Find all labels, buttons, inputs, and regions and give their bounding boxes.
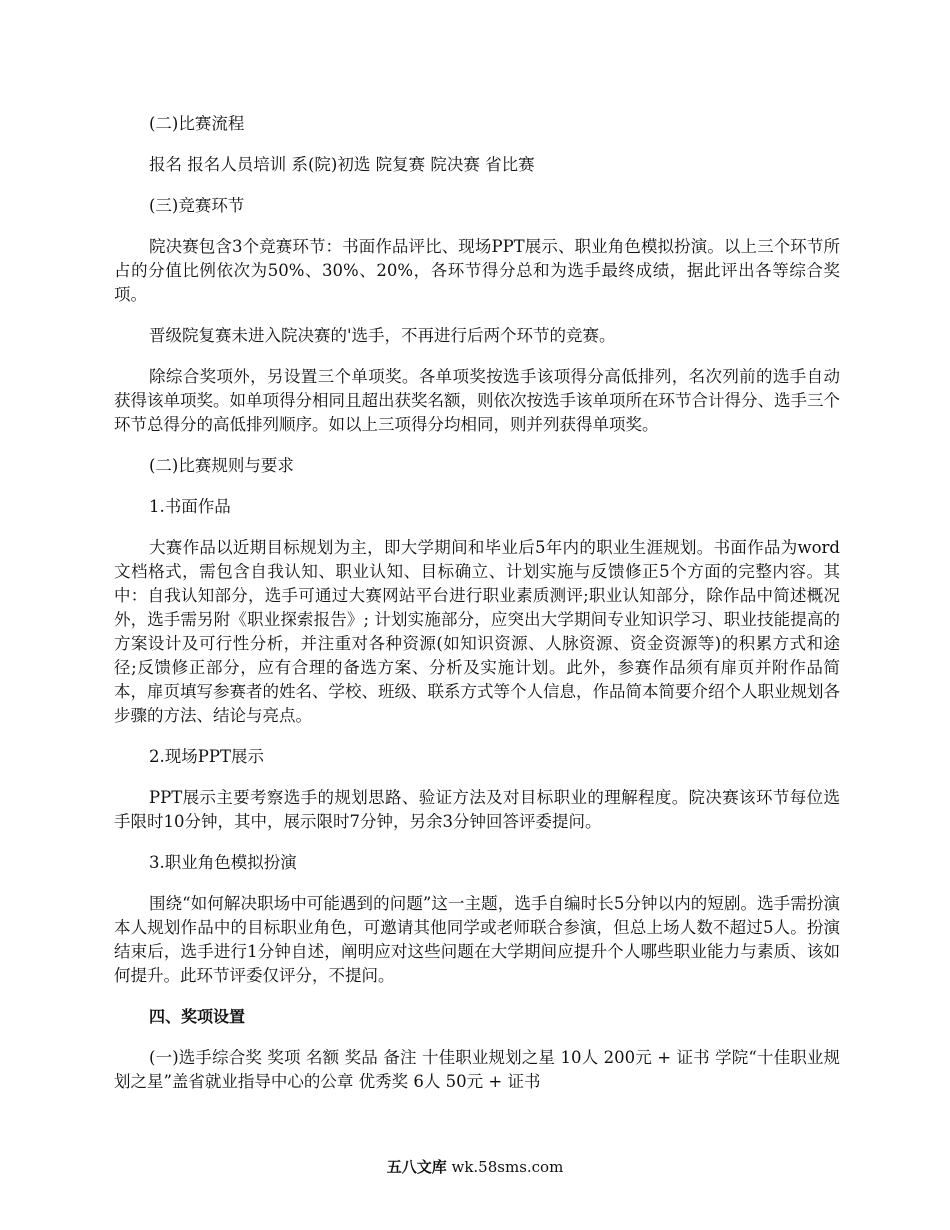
- paragraph-awards: (一)选手综合奖 奖项 名额 奖品 备注 十佳职业规划之星 10人 200元 + 证书 学院“十佳职业规划之星”盖省就业指导中心的公章 优秀奖 6人 50元 + 证书: [114, 1048, 840, 1091]
- paragraph-written-work: 大赛作品以近期目标规划为主，即大学期间和毕业后5年内的职业生涯规划。书面作品为word文档格式，需包含自我认知、职业认知、目标确立、计划实施与反馈修正5个方面的完整内容。其中：自我认知部分，选手可通过大赛网站平台进行职业素质测评;职业认知部分，除作品中简述概况外，选手需另附《职业探索报告》; 计划实施部分，应突出大学期间专业知识学习、职业技能提高的方案设计及可行性分析，并注重对各种资源(如知识资源、人脉资源、资金资源等)的积累方式和途径;反馈修正部分，应有合理的备选方案、分析及实施计划。此外，参赛作品须有扉页并附作品简本，扉页填写参赛者的姓名、学校、班级、联系方式等个人信息，作品简本简要介绍个人职业规划各步骤的方法、结论与亮点。: [114, 538, 840, 725]
- paragraph-semifinal-note: 晋级院复赛未进入院决赛的'选手，不再进行后两个环节的竞赛。: [149, 326, 616, 345]
- paragraph-ppt-presentation: PPT展示主要考察选手的规划思路、验证方法及对目标职业的理解程度。院决赛该环节每位选手限时10分钟，其中，展示限时7分钟，另余3分钟回答评委提问。: [114, 788, 840, 831]
- subheading-ppt-presentation: 2.现场PPT展示: [149, 747, 264, 766]
- paragraph-individual-awards: 除综合奖项外，另设置三个单项奖。各单项奖按选手该项得分高低排列，名次列前的选手自动获得该单项奖。如单项得分相同且超出获奖名额，则依次按选手该单项所在环节合计得分、选手三个环节总得分的高低排列顺序。如以上三项得分均相同，则并列获得单项奖。: [114, 367, 840, 434]
- paragraph-role-play: 围绕“如何解决职场中可能遇到的问题”这一主题，选手自编时长5分钟以内的短剧。选手需扮演本人规划作品中的目标职业角色，可邀请其他同学或老师联合参演，但总上场人数不超过5人。扮演结束后，选手进行1分钟自述，阐明应对这些问题在大学期间应提升个人哪些职业能力与素质、该如何提升。此环节评委仅评分，不提问。: [114, 894, 840, 985]
- section-heading-awards: 四、奖项设置: [149, 1007, 246, 1026]
- section-heading-rules: (二)比赛规则与要求: [149, 456, 294, 475]
- subheading-role-play: 3.职业角色模拟扮演: [149, 853, 297, 872]
- subheading-written-work: 1.书面作品: [149, 497, 231, 516]
- document-body: [114, 112, 840, 1111]
- page-footer: [0, 1156, 950, 1177]
- section-heading-competition-stages: (三)竞赛环节: [149, 196, 245, 215]
- footer-site: wk.58sms.com: [451, 1158, 564, 1176]
- footer-brand: 五八文库: [386, 1158, 447, 1176]
- process-steps: 报名 报名人员培训 系(院)初选 院复赛 院决赛 省比赛: [149, 155, 535, 174]
- section-heading-competition-process: (二)比赛流程: [149, 114, 245, 133]
- paragraph-stages-overview: 院决赛包含3个竞赛环节：书面作品评比、现场PPT展示、职业角色模拟扮演。以上三个环节所占的分值比例依次为50%、30%、20%，各环节得分总和为选手最终成绩，据此评出各等综合奖项。: [114, 237, 840, 304]
